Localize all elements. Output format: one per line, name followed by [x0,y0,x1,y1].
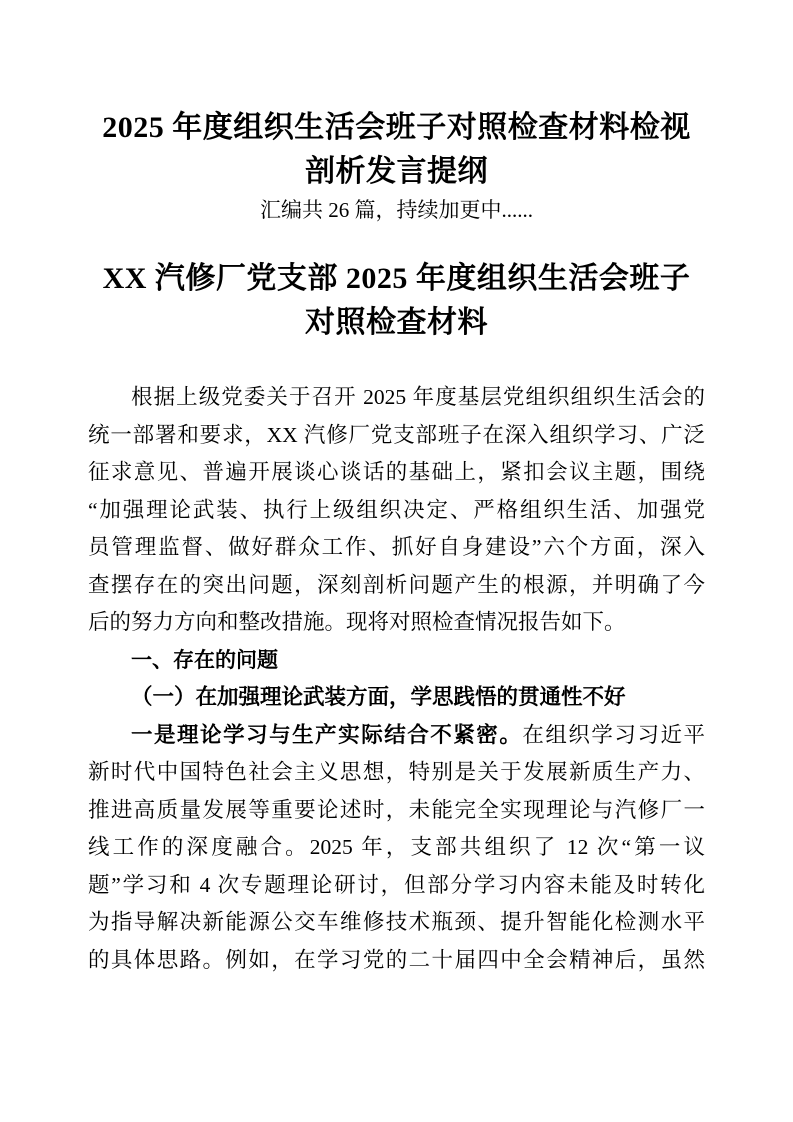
subsection-heading: （一）在加强理论武装方面，学思践悟的贯通性不好 [131,685,626,709]
point-paragraph-line: 题”学习和 4 次专题理论研讨，但部分学习内容未能及时转化 [88,872,705,897]
document-heading-line-2: 对照检查材料 [305,306,488,339]
compilation-subtitle: 汇编共 26 篇，持续加更中...... [260,198,533,222]
intro-paragraph-line: 后的努力方向和整改措施。现将对照检查情况报告如下。 [88,610,626,634]
point-lead-rest-text: 在组织学习习近平 [522,722,705,747]
point-paragraph-line: 新时代中国特色社会主义思想，特别是关于发展新质生产力、 [88,760,705,784]
point-paragraph-line: 为指导解决新能源公交车维修技术瓶颈、提升智能化检测水平 [88,910,705,934]
intro-paragraph-line: 查摆存在的突出问题，深刻剖析问题产生的根源，并明确了今 [88,572,705,597]
point-paragraph-line: 推进高质量发展等重要论述时，未能完全实现理论与汽修厂一 [88,797,705,822]
document-heading [88,257,705,345]
compilation-title [88,106,705,194]
document-body [88,379,705,979]
compilation-title-line-1: 2025 年度组织生活会班子对照检查材料检视 [102,111,691,144]
intro-paragraph-line: “加强理论武装、执行上级组织决定、严格组织生活、加强党 [88,497,705,522]
point-paragraph-line: 线工作的深度融合。2025 年，支部共组织了 12 次“第一议 [88,835,705,859]
point-lead-text: 一是理论学习与生产实际结合不紧密。 [131,722,523,747]
document-heading-line-1: XX 汽修厂党支部 2025 年度组织生活会班子 [102,262,691,295]
section-heading: 一、存在的问题 [131,648,278,672]
intro-paragraph-line: 征求意见、普遍开展谈心谈话的基础上，紧扣会议主题，围绕 [88,460,705,484]
compilation-title-line-2: 剖析发言提纲 [305,155,488,188]
intro-paragraph-line: 统一部署和要求，XX 汽修厂党支部班子在深入组织学习、广泛 [88,422,705,447]
intro-paragraph-line: 根据上级党委关于召开 2025 年度基层党组织组织生活会的 [131,385,705,409]
point-paragraph-line [88,717,705,755]
point-paragraph-line: 的具体思路。例如，在学习党的二十届四中全会精神后，虽然 [88,947,705,972]
intro-paragraph-line: 员管理监督、做好群众工作、抓好自身建设”六个方面，深入 [88,535,705,559]
